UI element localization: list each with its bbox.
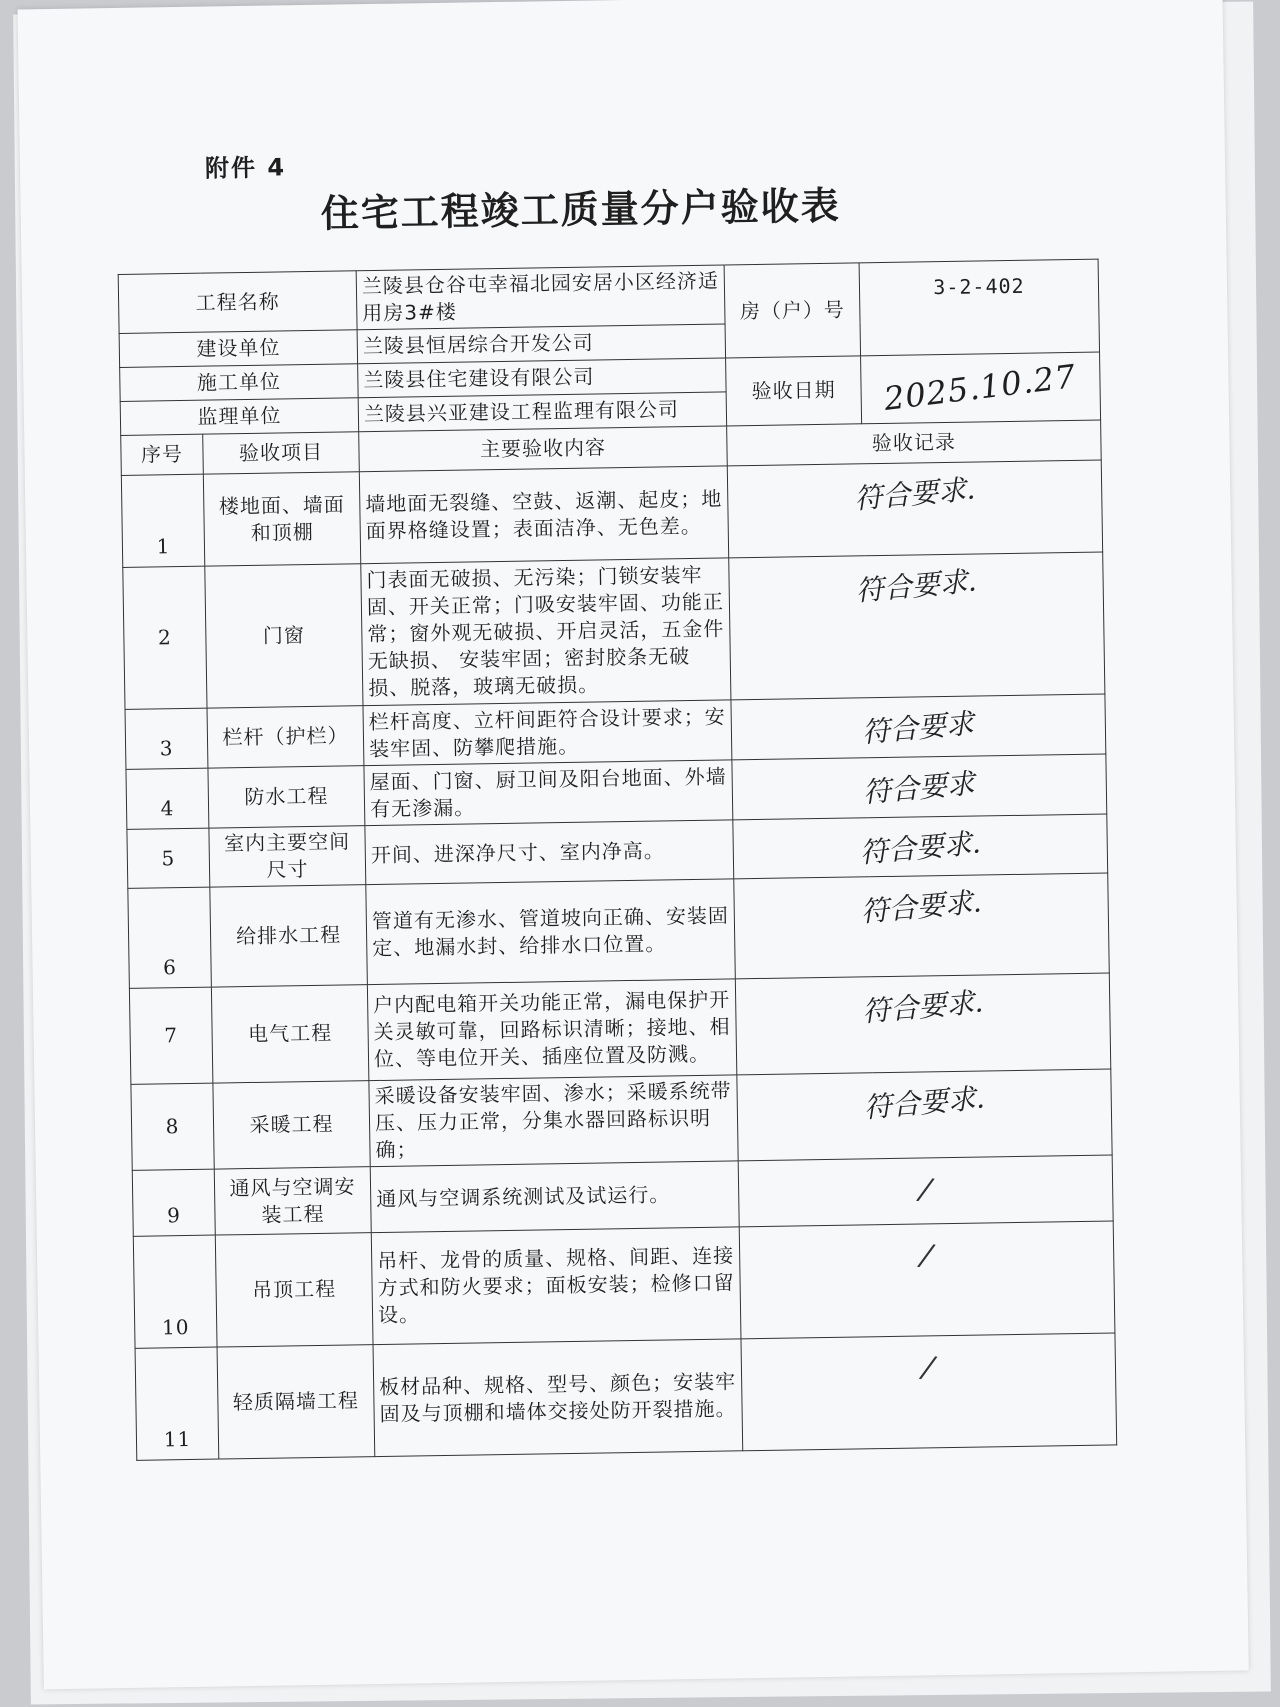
date-value: 2025.10.27 [882, 356, 1079, 418]
room-value: 3-2-402 [859, 259, 1099, 356]
row-no: 7 [129, 987, 212, 1084]
row-item: 防水工程 [208, 766, 365, 828]
row-item: 采暖工程 [213, 1081, 370, 1169]
row-item: 门窗 [205, 564, 363, 708]
row-item: 栏杆（护栏） [207, 706, 364, 768]
row-item: 给排水工程 [210, 885, 368, 987]
col-header-record: 验收记录 [727, 420, 1102, 466]
row-no: 1 [121, 474, 204, 567]
table-row [123, 552, 1105, 709]
row-content: 通风与空调系统测试及试运行。 [370, 1161, 739, 1233]
row-no: 11 [135, 1347, 219, 1460]
row-record [741, 1333, 1117, 1451]
row-record [732, 754, 1107, 820]
row-item: 楼地面、墙面和顶棚 [203, 472, 360, 566]
acceptance-table [118, 259, 1118, 1461]
project-label: 工程名称 [118, 271, 357, 334]
record-handwriting: 符合要求. [862, 1081, 986, 1125]
attachment-label: 附件 4 [204, 153, 287, 183]
row-content: 吊杆、龙骨的质量、规格、间距、连接方式和防火要求；面板安装；检修口留设。 [371, 1227, 741, 1345]
row-content: 板材品种、规格、型号、颜色；安装牢固及与顶棚和墙体交接处防开裂措施。 [373, 1339, 743, 1457]
row-record [733, 814, 1108, 879]
record-slash: / [918, 1237, 936, 1275]
project-value: 兰陵县仓谷屯幸福北园安居小区经济适用房3#楼 [356, 265, 725, 330]
row-record [735, 973, 1110, 1075]
record-handwriting: 符合要求. [859, 885, 983, 929]
table-row [135, 1333, 1117, 1460]
row-content: 门表面无破损、无污染；门锁安装牢固、开关正常；门吸安装牢固、功能正常；窗外观无破损、开启灵活，五金件无缺损、 安装牢固；密封胶条无破损、脱落，玻璃无破损。 [361, 558, 731, 706]
row-no: 4 [126, 768, 209, 829]
record-handwriting: 符合要求. [854, 564, 978, 608]
table-row [131, 1069, 1112, 1170]
record-handwriting: 符合要求. [858, 826, 982, 870]
row-record [739, 1221, 1115, 1339]
row-record [737, 1069, 1112, 1161]
row-record [729, 552, 1105, 700]
row-content: 管道有无渗水、管道坡向正确、安装固定、地漏水封、给排水口位置。 [366, 879, 736, 985]
record-handwriting: 符合要求. [853, 472, 977, 516]
table-row [121, 460, 1102, 567]
record-handwriting: 符合要求 [861, 706, 976, 750]
row-no: 5 [127, 828, 210, 888]
row-no: 9 [132, 1169, 215, 1236]
builder-label: 建设单位 [119, 330, 358, 368]
col-header-no: 序号 [121, 434, 204, 475]
row-content: 户内配电箱开关功能正常，漏电保护开关灵敏可靠，回路标识清晰；接地、相位、等电位开关、插座位置及防溅。 [367, 979, 736, 1081]
supervisor-label: 监理单位 [120, 398, 359, 436]
contractor-label: 施工单位 [120, 364, 359, 402]
info-row-project [118, 259, 1099, 333]
table-row [133, 1221, 1115, 1348]
row-no: 10 [133, 1235, 217, 1348]
row-item: 轻质隔墙工程 [217, 1345, 375, 1459]
row-content: 墙地面无裂缝、空鼓、返潮、起皮；地面界格缝设置；表面洁净、无色差。 [359, 466, 728, 564]
row-content: 栏杆高度、立杆间距符合设计要求；安装牢固、防攀爬措施。 [363, 700, 732, 766]
record-slash: / [920, 1349, 937, 1387]
row-no: 6 [128, 887, 212, 988]
table-row [129, 973, 1110, 1084]
row-item: 室内主要空间尺寸 [209, 826, 366, 887]
form-sheet [18, 0, 1249, 1689]
row-content: 采暖设备安装牢固、渗水；采暖系统带压、压力正常，分集水器回路标识明确； [369, 1075, 738, 1167]
supervisor-value: 兰陵县兴亚建设工程监理有限公司 [358, 392, 726, 432]
date-cell [861, 352, 1101, 424]
row-record [734, 873, 1110, 979]
row-content: 屋面、门窗、厨卫间及阳台地面、外墙有无渗漏。 [364, 760, 733, 826]
row-record [731, 694, 1106, 760]
row-record [727, 460, 1102, 558]
room-label: 房（户）号 [724, 263, 860, 358]
record-slash: / [917, 1171, 935, 1209]
record-handwriting: 符合要求. [861, 985, 985, 1029]
contractor-value: 兰陵县住宅建设有限公司 [358, 358, 726, 398]
row-record [738, 1155, 1113, 1227]
row-item: 通风与空调安装工程 [214, 1167, 371, 1235]
row-item: 电气工程 [211, 985, 368, 1083]
row-no: 8 [131, 1083, 214, 1170]
row-content: 开间、进深净尺寸、室内净高。 [365, 820, 734, 885]
row-no: 3 [125, 708, 208, 769]
row-no: 2 [123, 566, 207, 709]
col-header-content: 主要验收内容 [359, 426, 728, 472]
record-handwriting: 符合要求 [862, 766, 977, 810]
date-label: 验收日期 [726, 356, 862, 426]
builder-value: 兰陵县恒居综合开发公司 [357, 324, 725, 364]
row-item: 吊顶工程 [215, 1233, 373, 1347]
table-row [128, 873, 1109, 988]
form-title: 住宅工程竣工质量分户验收表 [320, 183, 842, 236]
col-header-item: 验收项目 [203, 432, 360, 474]
